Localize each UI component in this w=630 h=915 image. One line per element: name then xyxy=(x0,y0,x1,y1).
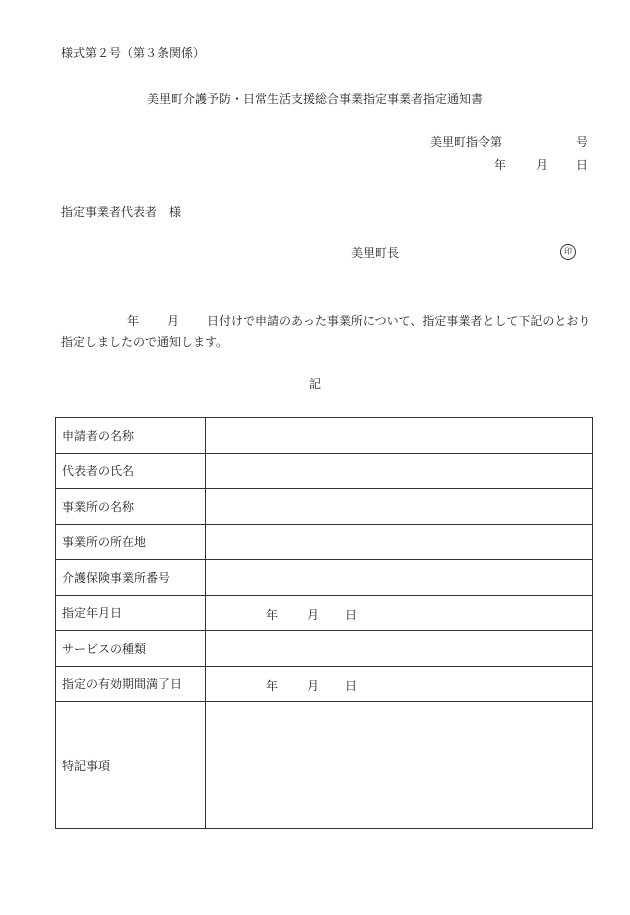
date-day: 日 xyxy=(345,678,358,693)
issuer-title: 美里町長 xyxy=(351,246,400,260)
row-value[interactable] xyxy=(206,524,593,560)
reference-number-line xyxy=(430,134,590,150)
table-row xyxy=(56,524,593,560)
detail-table xyxy=(55,417,593,829)
seal-mark: 印 xyxy=(560,244,576,260)
row-value[interactable] xyxy=(206,702,593,829)
row-label: 事業所の名称 xyxy=(56,489,206,525)
date-day: 日 xyxy=(345,607,358,622)
row-label: 指定の有効期間満了日 xyxy=(56,666,206,702)
addressee: 指定事業者代表者 様 xyxy=(61,205,182,219)
row-value[interactable] xyxy=(206,418,593,454)
body-year: 年 xyxy=(127,314,140,328)
issue-date-year: 年 xyxy=(494,158,507,172)
row-value[interactable] xyxy=(206,631,593,667)
table-row xyxy=(56,702,593,829)
body-month: 月 xyxy=(167,314,180,328)
row-label: 介護保険事業所番号 xyxy=(56,560,206,596)
date-year: 年 xyxy=(266,678,279,693)
table-row xyxy=(56,631,593,667)
row-label: 特記事項 xyxy=(56,702,206,829)
reference-suffix: 号 xyxy=(575,135,588,149)
row-label: サービスの種類 xyxy=(56,631,206,667)
table-row xyxy=(56,489,593,525)
notice-body xyxy=(61,311,591,353)
designation-date-value[interactable] xyxy=(206,595,593,631)
date-year: 年 xyxy=(266,607,279,622)
date-month: 月 xyxy=(307,607,320,622)
row-label: 代表者の氏名 xyxy=(56,453,206,489)
form-number: 様式第２号（第３条関係） xyxy=(61,46,206,60)
row-label: 指定年月日 xyxy=(56,595,206,631)
table-row xyxy=(56,418,593,454)
date-month: 月 xyxy=(307,678,320,693)
issue-date-month: 月 xyxy=(536,158,549,172)
table-row xyxy=(56,453,593,489)
ki-heading: 記 xyxy=(308,377,321,391)
row-value[interactable] xyxy=(206,453,593,489)
body-text: 日付けで申請のあった事業所について、指定事業者として下記のとおり指定しましたので通知します。 xyxy=(61,314,591,349)
row-value[interactable] xyxy=(206,489,593,525)
table-row xyxy=(56,595,593,631)
expiry-date-value[interactable] xyxy=(206,666,593,702)
reference-prefix: 美里町指令第 xyxy=(430,135,503,149)
row-label: 申請者の名称 xyxy=(56,418,206,454)
row-value[interactable] xyxy=(206,560,593,596)
issue-date-day: 日 xyxy=(576,158,589,172)
table-row xyxy=(56,560,593,596)
row-label: 事業所の所在地 xyxy=(56,524,206,560)
document-title: 美里町介護予防・日常生活支援総合事業指定事業者指定通知書 xyxy=(146,92,483,106)
table-row xyxy=(56,666,593,702)
